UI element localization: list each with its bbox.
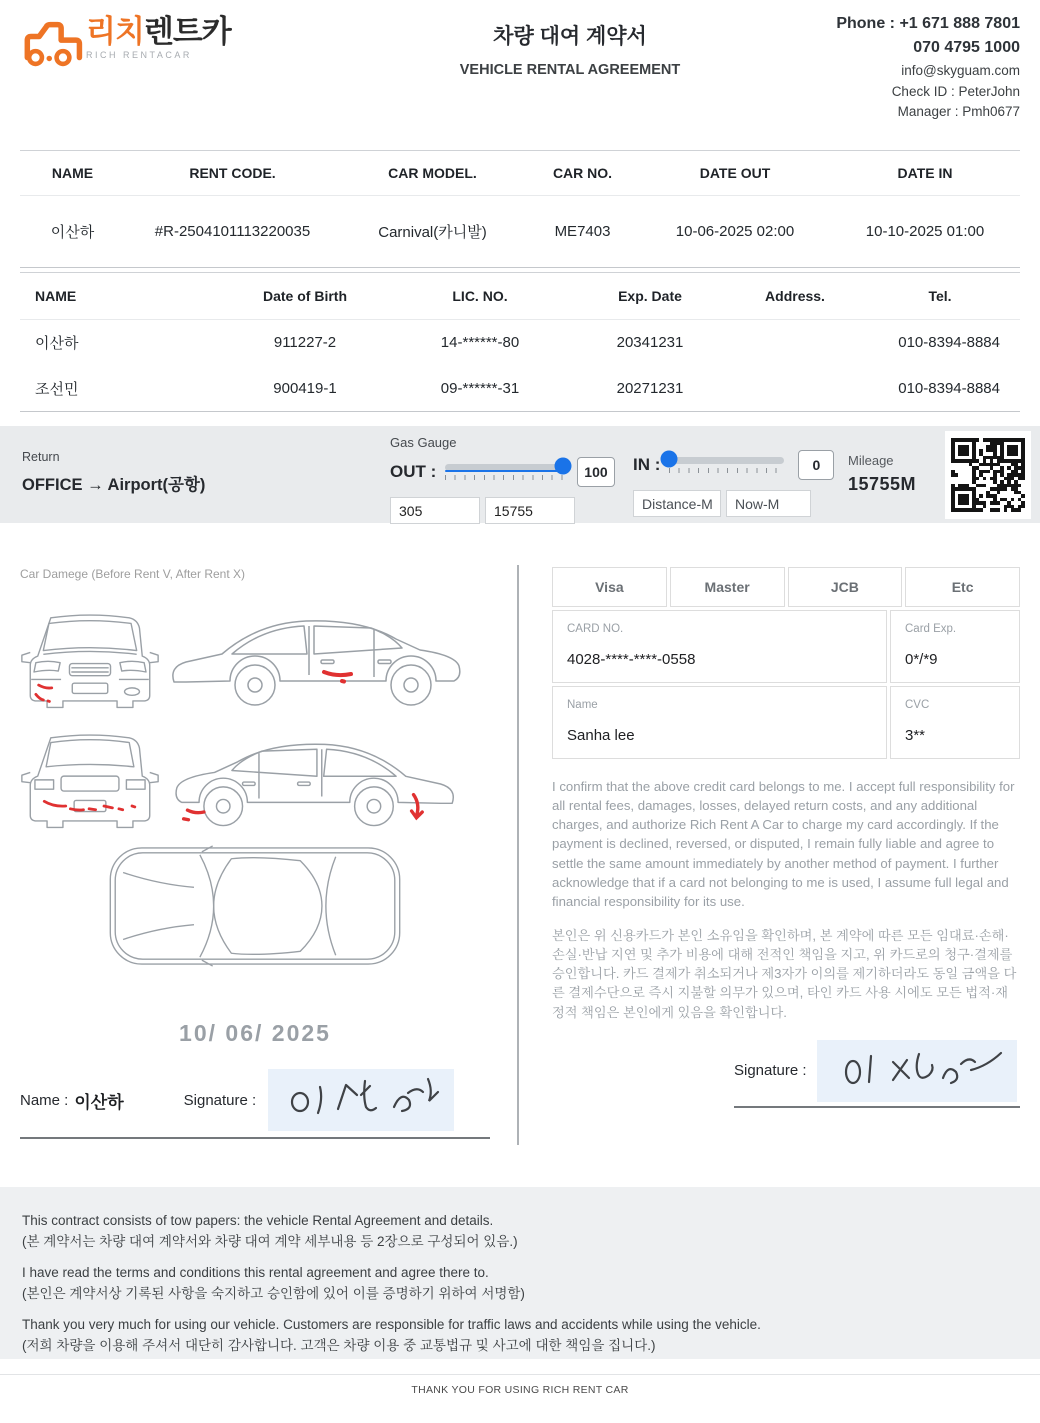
logo-subtext: RICH RENTACAR xyxy=(86,50,192,60)
contact-check-id: Check ID : PeterJohn xyxy=(891,83,1020,99)
cvc-label: CVC xyxy=(905,699,930,711)
gas-gauge-label: Gas Gauge xyxy=(390,435,457,450)
mileage-value: 15755M xyxy=(848,474,917,494)
driver-cell-lic: 14-******-80 xyxy=(440,334,520,352)
out-slider-thumb[interactable] xyxy=(555,458,572,475)
out-gas-value-box[interactable]: 100 xyxy=(577,457,614,487)
rental-header-date-in: DATE IN xyxy=(830,151,1020,196)
rental-cell-rent-code: #R-2504101113220035 xyxy=(154,223,311,240)
card-no-label: CARD NO. xyxy=(567,623,624,635)
qr-code xyxy=(945,431,1031,519)
card-no-value[interactable]: 4028-****-****-0558 xyxy=(567,651,696,668)
car-top-view-diagram[interactable] xyxy=(106,843,404,969)
driver-cell-name: 조선민 xyxy=(35,380,79,398)
logo-text-kr-orange: 리치 xyxy=(86,14,144,49)
card-confirmation-text-en: I confirm that the above credit card belongs to me. I accept full responsibility for all rental fees, damages, losses, delayed return costs, and any additional charges, and authorize Rich Rent A Car to charge my card accordingly. If the payment is declined, reversed, or disputed, I remain fully liable and agree to settle the same amount immediately by another method of payment. I further acknowledge that if a card not belonging to me is used, I assume full legal and financial responsibility for its use. xyxy=(552,779,1015,909)
card-signature-box[interactable] xyxy=(817,1040,1017,1102)
card-name-value[interactable]: Sanha lee xyxy=(567,727,635,744)
driver-cell-dob: 911227-2 xyxy=(273,334,337,352)
name-value: 이산하 xyxy=(74,1092,124,1112)
contact-phone-1: Phone : +1 671 888 7801 xyxy=(836,15,1020,32)
card-name-label: Name xyxy=(567,699,598,711)
in-distance-input[interactable] xyxy=(633,490,721,517)
driver-row xyxy=(20,320,1020,366)
driver-header-exp: Exp. Date xyxy=(570,273,730,320)
rental-cell-car-model: Carnival(카니발) xyxy=(378,224,487,241)
rental-header-date-out: DATE OUT xyxy=(640,151,830,196)
driver-cell-exp: 20341231 xyxy=(616,334,684,352)
out-odometer-input[interactable] xyxy=(485,497,575,524)
car-rear-view-diagram[interactable] xyxy=(20,729,160,841)
footer-note-en: This contract consists of tow papers: the vehicle Rental Agreement and details. xyxy=(22,1213,494,1228)
driver-cell-tel: 010-8394-8884 xyxy=(898,334,1000,352)
column-divider xyxy=(517,565,519,1145)
car-front-view-diagram[interactable] xyxy=(20,609,160,721)
out-label: OUT : xyxy=(390,462,437,481)
contact-phone-2: 070 4795 1000 xyxy=(913,39,1020,56)
car-right-side-view-diagram[interactable] xyxy=(170,727,460,841)
card-confirmation-text-kr: 본인은 위 신용카드가 본인 소유임을 확인하며, 본 계약에 따른 모든 임대료·손해·손실·반납 지연 및 추가 비용에 대해 전적인 책임을 지고, 위 카드로의 청구·결제를 승인합니다. 카드 결제가 취소되거나 제3자가 이의를 제기하더라도 동일 금액을 다른 결제수단으로 즉시 지불할 의무가 있으며, 타인 카드 사용 시에도 모든 법적·재정적 책임은 본인에게 있음을 확인합니다. xyxy=(552,927,1017,1020)
in-gas-value-box[interactable]: 0 xyxy=(798,450,834,480)
truck-logo-icon xyxy=(20,16,84,68)
in-now-input[interactable] xyxy=(726,490,811,517)
card-signature-label: Signature : xyxy=(734,1062,807,1080)
damage-title: Car Damege (Before Rent V, After Rent X) xyxy=(20,567,245,581)
customer-signature-scribble xyxy=(268,1069,454,1131)
footer-note-kr: (본 계약서는 차량 대여 계약서와 차량 대여 계약 세부내용 등 2장으로 구성되어 있음.) xyxy=(22,1233,518,1249)
driver-cell-tel: 010-8394-8884 xyxy=(898,379,1000,397)
page-title-kr: 차량 대여 계약서 xyxy=(493,25,647,48)
credit-card-section xyxy=(552,567,1020,1108)
gauge-bar xyxy=(0,426,1040,523)
footer-note-kr: (본인은 계약서상 기록된 사항을 숙지하고 승인함에 있어 이를 증명하기 위하여 서명함) xyxy=(22,1285,525,1301)
return-label: Return xyxy=(22,450,60,464)
footer-notes xyxy=(0,1187,1040,1359)
footer-note-en: Thank you very much for using our vehicle. Customers are responsible for traffic laws and accidents while using the vehicle. xyxy=(22,1316,761,1332)
customer-signature-box[interactable] xyxy=(268,1069,454,1131)
signature-label: Signature : xyxy=(183,1091,257,1109)
card-tab-jcb[interactable]: JCB xyxy=(788,567,903,607)
car-left-side-view-diagram[interactable] xyxy=(166,603,466,721)
rental-cell-date-out: 10-06-2025 02:00 xyxy=(675,223,795,240)
out-gas-slider[interactable] xyxy=(445,464,563,480)
rental-header-car-model: CAR MODEL. xyxy=(340,151,525,196)
page-title-en: VEHICLE RENTAL AGREEMENT xyxy=(459,62,681,78)
company-logo xyxy=(20,16,350,150)
mileage-label: Mileage xyxy=(848,453,894,468)
rental-header-car-no: CAR NO. xyxy=(525,151,640,196)
driver-header-dob: Date of Birth xyxy=(220,273,390,320)
driver-row xyxy=(20,366,1020,412)
rental-cell-date-in: 10-10-2025 01:00 xyxy=(865,223,985,240)
out-slider-ticks xyxy=(445,475,563,480)
rental-header-rent-code: RENT CODE. xyxy=(125,151,340,196)
driver-cell-lic: 09-******-31 xyxy=(440,379,520,397)
driver-header-lic: LIC. NO. xyxy=(390,273,570,320)
qr-code-modules xyxy=(951,438,1025,512)
driver-table xyxy=(20,272,1020,412)
in-label: IN : xyxy=(633,455,661,474)
footer-note-en: I have read the terms and conditions this rental agreement and agree there to. xyxy=(22,1264,489,1280)
out-distance-input[interactable] xyxy=(390,497,480,524)
card-tab-master[interactable]: Master xyxy=(670,567,785,607)
card-exp-value[interactable]: 0*/*9 xyxy=(905,651,938,668)
car-damage-section xyxy=(20,567,490,1139)
name-label: Name : xyxy=(20,1091,69,1109)
rental-table xyxy=(20,150,1020,268)
driver-cell-name: 이산하 xyxy=(35,335,79,353)
in-slider-ticks xyxy=(669,468,784,473)
cvc-value[interactable]: 3** xyxy=(905,727,926,744)
rental-row xyxy=(20,196,1020,268)
driver-cell-address xyxy=(730,366,860,412)
driver-header-name: NAME xyxy=(20,273,220,320)
page-header xyxy=(0,0,1040,150)
contact-email: info@skyguam.com xyxy=(901,63,1020,78)
card-signature-scribble xyxy=(817,1040,1017,1102)
driver-cell-address xyxy=(730,320,860,366)
footer-thanks-text: THANK YOU FOR USING RICH RENT CAR xyxy=(411,1384,629,1396)
in-slider-thumb[interactable] xyxy=(661,451,678,468)
damage-date: 10/ 06/ 2025 xyxy=(179,1020,331,1046)
in-gas-slider[interactable] xyxy=(669,457,784,473)
rental-header-name: NAME xyxy=(20,151,125,196)
driver-cell-exp: 20271231 xyxy=(616,379,684,397)
card-tab-etc[interactable]: Etc xyxy=(905,567,1020,607)
rental-cell-name: 이산하 xyxy=(50,224,95,241)
driver-cell-dob: 900419-1 xyxy=(273,379,337,397)
driver-header-tel: Tel. xyxy=(860,273,1020,320)
footer-note-kr: (저희 차량을 이용해 주셔서 대단히 감사합니다. 고객은 차량 이용 중 교통법규 및 사고에 대한 책임을 집니다.) xyxy=(22,1337,656,1353)
return-route: OFFICE → Airport(공항) xyxy=(22,476,206,494)
rental-cell-car-no: ME7403 xyxy=(554,223,611,240)
card-tab-visa[interactable]: Visa xyxy=(552,567,667,607)
logo-text-kr-black: 렌트카 xyxy=(143,14,231,49)
contact-info xyxy=(790,16,1020,150)
driver-header-address: Address. xyxy=(730,273,860,320)
footer-divider xyxy=(0,1374,1040,1375)
card-exp-label: Card Exp. xyxy=(905,623,957,635)
contact-manager: Manager : Pmh0677 xyxy=(897,104,1020,119)
